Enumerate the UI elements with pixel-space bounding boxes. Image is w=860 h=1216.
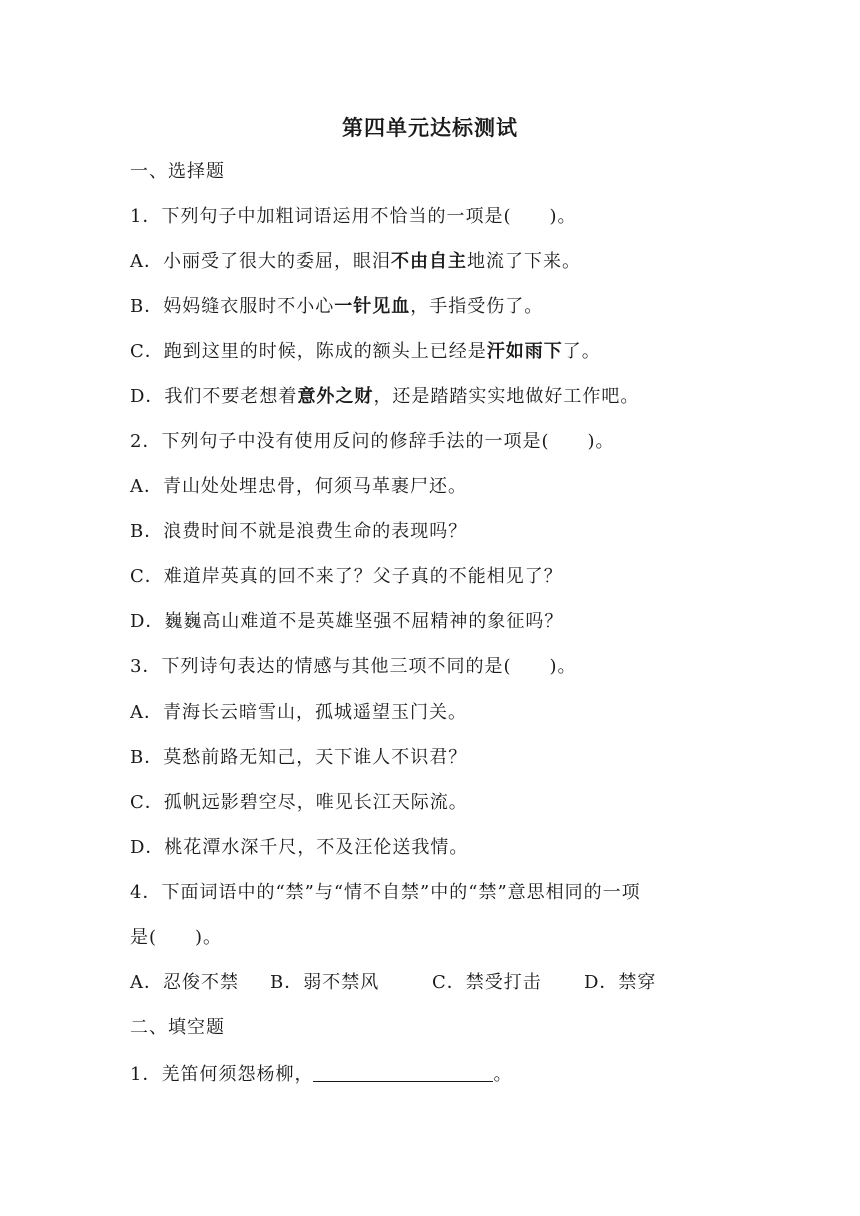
q2-option-d: D．巍巍高山难道不是英雄坚强不屈精神的象征吗？ (130, 611, 564, 632)
q1-option-a: A．小丽受了很大的委屈，眼泪不由自主地流了下来。 (130, 251, 581, 272)
page-title: 第四单元达标测试 (342, 116, 518, 140)
q1-option-b: B．妈妈缝衣服时不小心一针见血，手指受伤了。 (130, 296, 544, 317)
q3-option-d: D．桃花潭水深千尺，不及汪伦送我情。 (130, 837, 469, 858)
q2-stem: 2．下列句子中没有使用反问的修辞手法的一项是( )。 (130, 431, 615, 452)
q3-option-b: B．莫愁前路无知己，天下谁人不识君？ (130, 747, 468, 768)
q4-stem: 4．下面词语中的“禁”与“情不自禁”中的“禁”意思相同的一项 (130, 882, 641, 903)
q4-option-c: C．禁受打击 (432, 972, 542, 993)
q3-option-a: A．青海长云暗雪山，孤城遥望玉门关。 (130, 702, 467, 723)
q4-option-a: A．忍俊不禁 (130, 972, 239, 993)
q1-option-c: C．跑到这里的时候，陈成的额头上已经是汗如雨下了。 (130, 341, 601, 362)
q1-stem: 1．下列句子中加粗词语运用不恰当的一项是( )。 (130, 206, 577, 227)
q4-stem-continued: 是( )。 (130, 927, 223, 948)
q4-option-d: D．禁穿 (584, 972, 657, 993)
q3-option-c: C．孤帆远影碧空尽，唯见长江天际流。 (130, 792, 468, 813)
q2-option-b: B．浪费时间不就是浪费生命的表现吗？ (130, 521, 468, 542)
section-heading-fill: 二、填空题 (130, 1017, 225, 1038)
fill-question-1: 1．羌笛何须怨杨柳， 。 (130, 1061, 512, 1089)
answer-blank[interactable] (313, 1061, 493, 1082)
section-heading-choice: 一、选择题 (130, 161, 225, 182)
q2-option-a: A．青山处处埋忠骨，何须马革裹尸还。 (130, 476, 467, 497)
q2-option-c: C．难道岸英真的回不来了？父子真的不能相见了？ (130, 566, 563, 587)
q3-stem: 3．下列诗句表达的情感与其他三项不同的是( )。 (130, 656, 577, 677)
q4-option-b: B．弱不禁风 (270, 972, 380, 993)
q1-option-d: D．我们不要老想着意外之财，还是踏踏实实地做好工作吧。 (130, 386, 640, 407)
q4-options (130, 969, 656, 997)
